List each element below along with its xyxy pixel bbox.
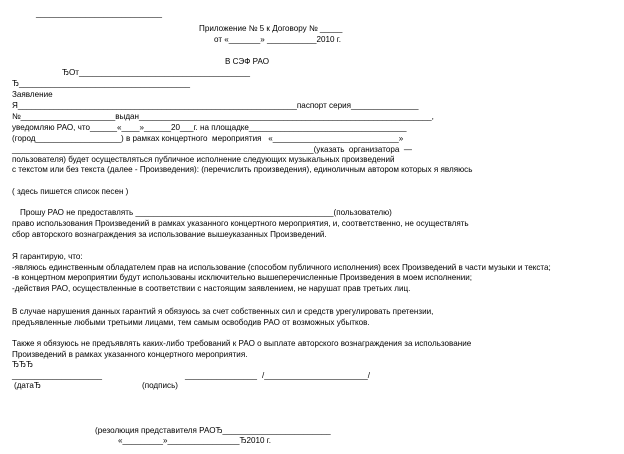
date-signature-rule: ____________________ <box>12 371 103 380</box>
applicant-extra-line: Ђ______________________________________ <box>12 79 191 88</box>
addressee: В СЭФ РАО <box>225 57 269 66</box>
resolution-label: (резолюция представителя РАОЂ________________________ <box>95 426 331 435</box>
body-line-3: уведомляю РАО, что______«____»______20___г. на площадке___________________________________ <box>12 123 407 132</box>
body-line-17: предъявленные любыми третьими лицами, тем самым освободив РАО от возможных убытков. <box>12 318 370 327</box>
body-line-4: (город___________________) в рамках концертного мероприятия «____________________________» <box>12 134 404 143</box>
body-line-10: право использования Произведений в рамках указанного концертного мероприятия, и, соответственно, не осуществлять <box>12 219 469 228</box>
body-line-2: №_____________________выдан_________________________________________________________________, <box>12 112 434 121</box>
body-line-11: сбор авторского вознаграждения за использование вышеуказанных Произведений. <box>12 230 327 239</box>
signature-label: (подпись) <box>142 381 178 390</box>
body-line-5: ___________________________________________________________________(указать организатора — <box>12 145 412 154</box>
song-list-placeholder: ( здесь пишется список песен ) <box>12 187 129 196</box>
top-rule: ____________________________ <box>36 9 163 18</box>
body-line-6: пользователя) будет осуществляться публичное исполнение следующих музыкальных произведений <box>12 155 395 164</box>
resolution-date: «_________»________________Ђ2010 г. <box>118 436 272 445</box>
body-line-20: ЂЂЂ <box>12 360 33 369</box>
date-label: (датаЂ <box>14 381 41 390</box>
body-line-19: Произведений в рамках указанного концертного мероприятия. <box>12 350 248 359</box>
applicant-from-line: ЂОт______________________________________ <box>62 68 251 77</box>
guarantee-item-2: -в концертном мероприятии будут использованы исключительно вышеперечисленные Произведения в моем исполнении; <box>12 273 472 282</box>
guarantee-heading: Я гарантирую, что: <box>12 252 83 261</box>
guarantee-item-1: -являюсь единственным обладателем прав на использование (способом публичного исполнения) всех Произведений в части музыки и текста; <box>12 263 551 272</box>
body-line-18: Также я обязуюсь не предъявлять каких-либо требований к РАО о выплате авторского вознаграждения за использование <box>12 339 472 348</box>
appendix-reference: Приложение № 5 к Договору № _____ <box>199 24 343 33</box>
guarantee-item-3: -действия РАО, осуществленные в соответствии с настоящим заявлением, не нарушат прав третьих лиц. <box>12 284 411 293</box>
body-line-1: Я______________________________________________________________паспорт серия_______________ <box>12 101 419 110</box>
document-title: Заявление <box>12 90 53 99</box>
body-line-9: Прошу РАО не предоставлять ____________________________________________(пользователю) <box>20 208 392 217</box>
body-line-7: с текстом или без текста (далее - Произведения): (перечислить произведения), единоличным автором которых я являюсь <box>12 165 473 174</box>
signature-rule: ________________ <box>185 371 258 380</box>
body-line-16: В случае нарушения данных гарантий я обязуюсь за счет собственных сил и средств урегулировать претензии, <box>12 307 434 316</box>
name-rule: /_______________________/ <box>262 371 371 380</box>
appendix-date: от «_______» ___________2010 г. <box>214 35 342 44</box>
